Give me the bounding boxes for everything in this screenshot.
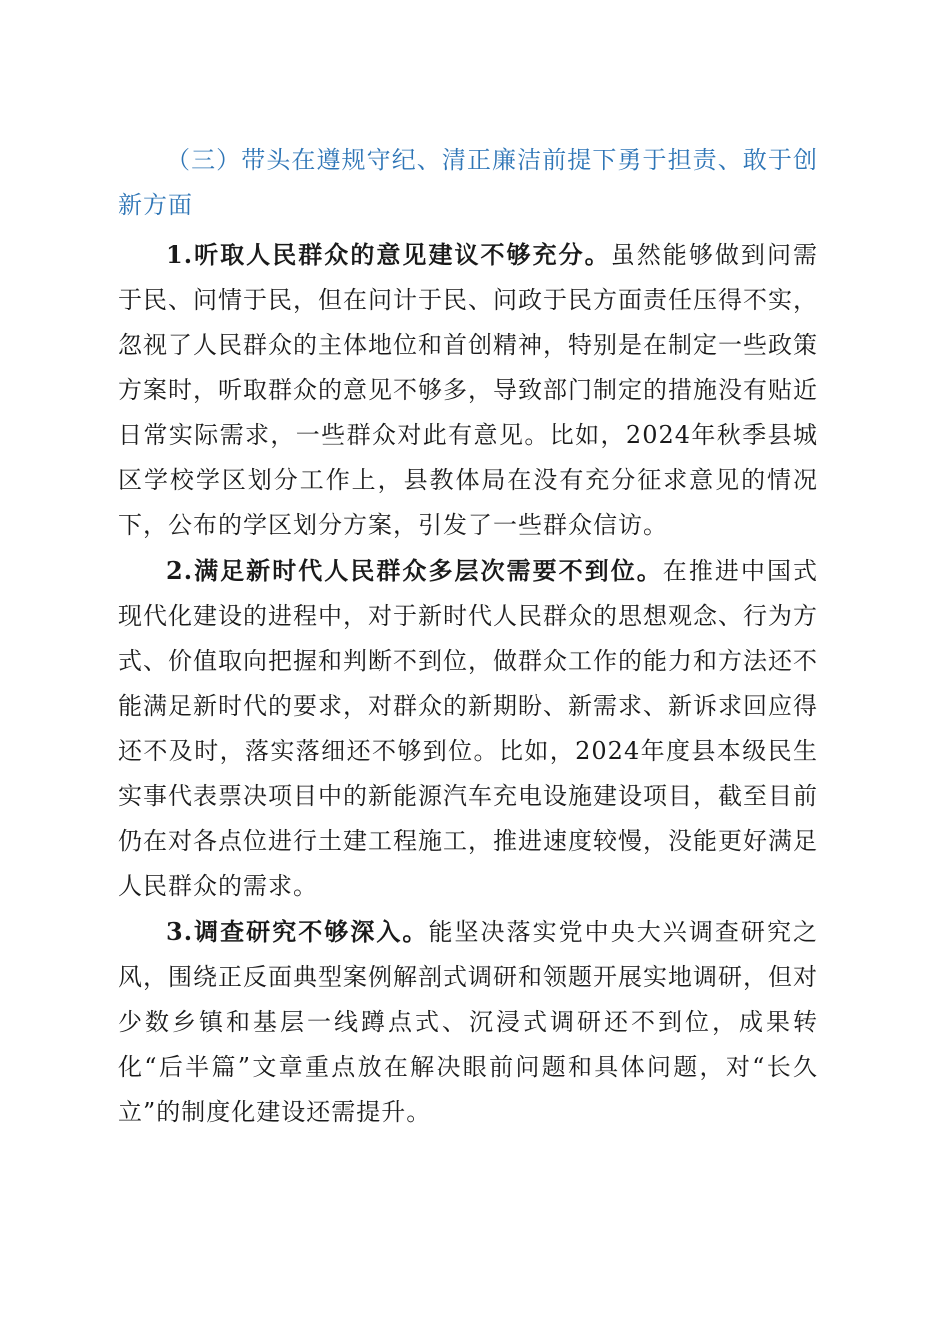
document-body — [118, 138, 818, 1135]
paragraph-2-body: 在推进中国式现代化建设的进程中，对于新时代人民群众的思想观念、行为方式、价值取向把握和判断不到位，做群众工作的能力和方法还不能满足新时代的要求，对群众的新期盼、新需求、新诉求回应得还不及时，落实落细还不够到位。比如，2024年度县本级民生实事代表票决项目中的新能源汽车充电设施建设项目，截至目前仍在对各点位进行土建工程施工，推进速度较慢，没能更好满足人民群众的需求。 — [118, 557, 818, 900]
section-heading: （三）带头在遵规守纪、清正廉洁前提下勇于担责、敢于创新方面 — [118, 146, 818, 219]
paragraph-3 — [118, 909, 818, 1135]
paragraph-2 — [118, 548, 818, 909]
paragraph-1-body: 虽然能够做到问需于民、问情于民，但在问计于民、问政于民方面责任压得不实，忽视了人民群众的主体地位和首创精神，特别是在制定一些政策方案时，听取群众的意见不够多，导致部门制定的措施没有贴近日常实际需求，一些群众对此有意见。比如，2024年秋季县城区学校学区划分工作上，县教体局在没有充分征求意见的情况下，公布的学区划分方案，引发了一些群众信访。 — [118, 241, 818, 539]
paragraph-3-body: 能坚决落实党中央大兴调查研究之风，围绕正反面典型案例解剖式调研和领题开展实地调研，但对少数乡镇和基层一线蹲点式、沉浸式调研还不到位，成果转化“后半篇”文章重点放在解决眼前问题和具体问题，对“长久立”的制度化建设还需提升。 — [118, 918, 818, 1126]
paragraph-1-lead: 1.听取人民群众的意见建议不够充分。 — [166, 240, 611, 269]
paragraph-2-lead: 2.满足新时代人民群众多层次需要不到位。 — [166, 556, 663, 585]
paragraph-1 — [118, 232, 818, 548]
paragraph-3-lead: 3.调查研究不够深入。 — [166, 917, 429, 946]
